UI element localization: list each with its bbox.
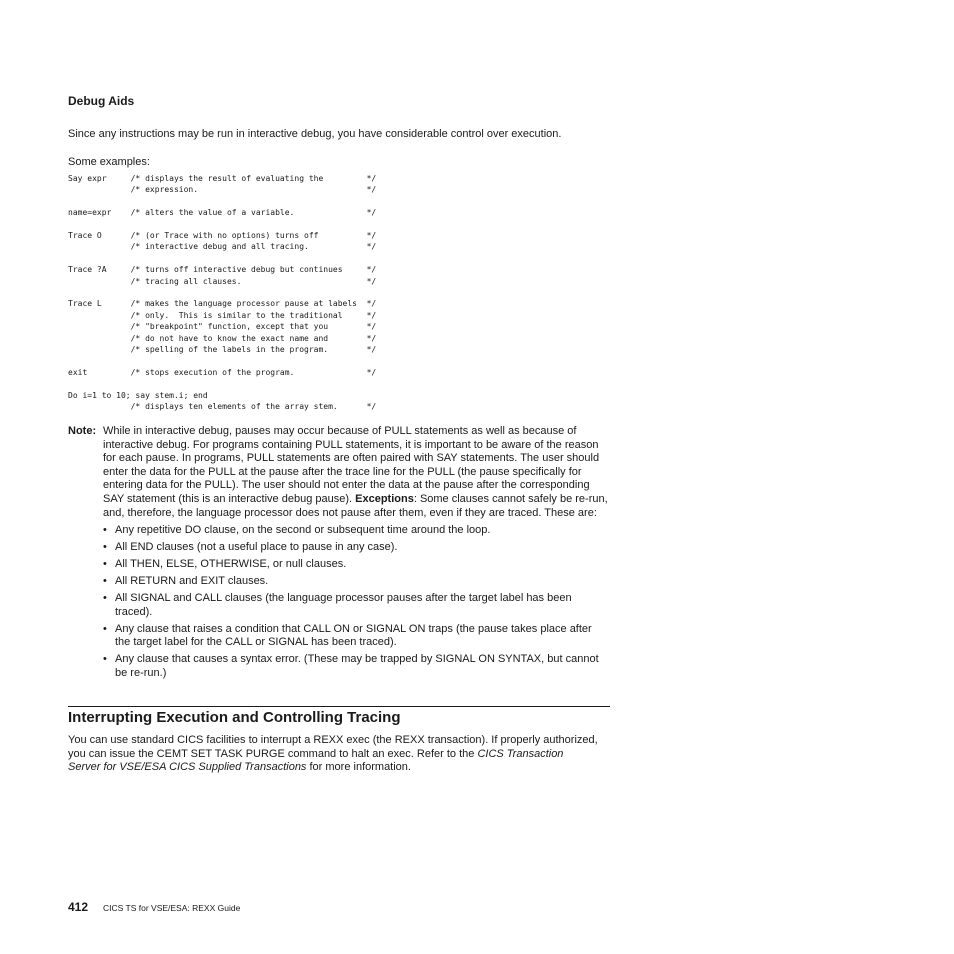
- examples-label: Some examples:: [68, 156, 150, 168]
- section-text-after: for more information.: [306, 761, 411, 774]
- code-line: Say expr /* displays the result of evaluating the */: [68, 174, 377, 183]
- section-divider: [68, 706, 610, 707]
- code-line: /* spelling of the labels in the program. */: [68, 345, 377, 355]
- code-line: Do i=1 to 10; say stem.i; end: [68, 390, 208, 400]
- bullet-icon: •: [103, 653, 107, 666]
- code-line: /* displays ten elements of the array stem. */: [68, 402, 377, 412]
- note-body: [103, 425, 608, 520]
- code-line: exit /* stops execution of the program. */: [68, 367, 377, 377]
- code-line: /* expression. */: [68, 185, 377, 195]
- section-heading: Interrupting Execution and Controlling Tracing: [68, 709, 401, 726]
- code-line: /* only. This is similar to the traditional */: [68, 310, 377, 320]
- exceptions-term: Exceptions: [355, 492, 414, 505]
- bullet-icon: •: [103, 575, 107, 588]
- list-item-text: Any repetitive DO clause, on the second or subsequent time around the loop.: [115, 524, 491, 537]
- note-label: Note:: [68, 425, 97, 437]
- list-item: [103, 524, 608, 538]
- debug-aids-heading: Debug Aids: [68, 94, 135, 108]
- bullet-icon: •: [103, 558, 107, 571]
- intro-paragraph: Since any instructions may be run in interactive debug, you have considerable control over execution.: [68, 128, 562, 140]
- code-line: /* interactive debug and all tracing. */: [68, 242, 377, 252]
- footer-title: CICS TS for VSE/ESA: REXX Guide: [103, 903, 241, 913]
- code-line: /* tracing all clauses. */: [68, 276, 377, 286]
- code-line: Trace O /* (or Trace with no options) turns off */: [68, 231, 377, 241]
- section-paragraph: [68, 734, 598, 775]
- bullet-icon: •: [103, 541, 107, 554]
- bullet-icon: •: [103, 622, 107, 635]
- list-item: [103, 558, 608, 572]
- exceptions-list: [103, 524, 608, 680]
- list-item: [103, 592, 608, 619]
- code-line: name=expr /* alters the value of a variable. */: [68, 208, 377, 218]
- code-line: Trace L /* makes the language processor pause at labels */: [68, 299, 377, 309]
- code-line: Trace ?A /* turns off interactive debug but continues */: [68, 265, 377, 275]
- bullet-icon: •: [103, 592, 107, 605]
- list-item-text: All END clauses (not a useful place to pause in any case).: [115, 541, 398, 554]
- list-item-text: All SIGNAL and CALL clauses (the language processor pauses after the target label has been traced).: [115, 592, 572, 618]
- list-item: [103, 623, 608, 650]
- list-item: [103, 575, 608, 589]
- list-item: [103, 541, 608, 555]
- note-text-after: : Some clauses cannot safely be re-run, and, therefore, the language processor does not pause after them, even if they are traced. These are:: [103, 492, 608, 519]
- code-example-block: [68, 173, 376, 413]
- list-item: [103, 653, 608, 680]
- bullet-icon: •: [103, 524, 107, 537]
- code-line: /* "breakpoint" function, except that you */: [68, 322, 377, 332]
- list-item-text: Any clause that raises a condition that CALL ON or SIGNAL ON traps (the pause takes place after the target label for the CALL or SIGNAL has been traced).: [115, 622, 592, 649]
- list-item-text: Any clause that causes a syntax error. (These may be trapped by SIGNAL ON SYNTAX, but cannot be re-run.): [115, 653, 599, 679]
- note-block: [68, 425, 608, 684]
- list-item-text: All THEN, ELSE, OTHERWISE, or null clauses.: [115, 558, 347, 571]
- code-line: /* do not have to know the exact name and */: [68, 333, 377, 343]
- list-item-text: All RETURN and EXIT clauses.: [115, 575, 269, 588]
- page-number: 412: [68, 900, 89, 914]
- book-title-reference: CICS Transaction Server for VSE/ESA CICS Supplied Transactions: [68, 747, 564, 774]
- section-text: You can use standard CICS facilities to interrupt a REXX exec (the REXX transaction). If properly authorized, you can issue the CEMT SET TASK PURGE command to halt an exec. Refer to the: [68, 734, 598, 760]
- note-text: While in interactive debug, pauses may occur because of PULL statements as well as because of interactive debug. For programs containing PULL statements, it is important to be aware of the reason for each pause. In programs, PULL statements are often paired with SAY statements. The user should enter the data for the PULL at the pause after the trace line for the PULL (the pause specifically for entering data for the PULL). The user should not enter the data at the pause after the corresponding SAY statement (this is an interactive debug pause).: [103, 425, 600, 505]
